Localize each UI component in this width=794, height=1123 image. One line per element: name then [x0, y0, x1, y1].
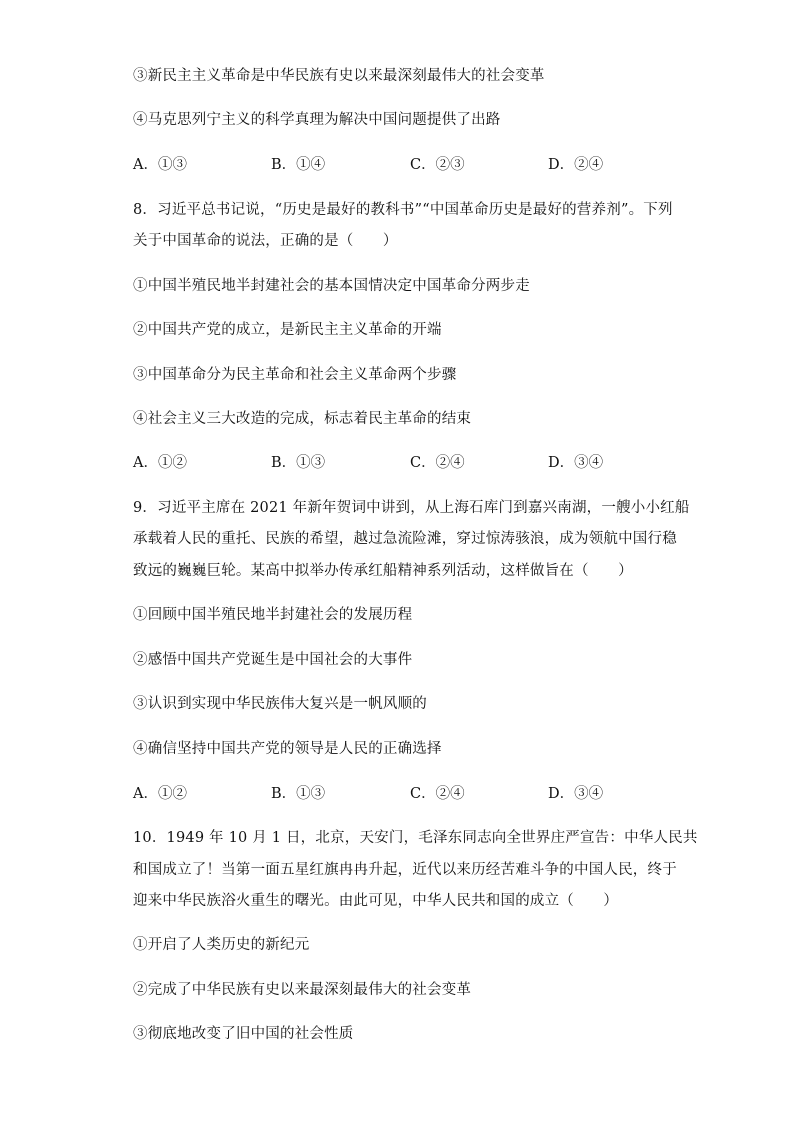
- q9-choice-d: D．③④: [548, 786, 604, 802]
- q8-choice-c: C．②④: [410, 455, 465, 471]
- q7-choice-a: A．①③: [133, 157, 187, 173]
- q9-option-1: ①回顾中国半殖民地半封建社会的发展历程: [133, 607, 413, 623]
- q8-option-4: ④社会主义三大改造的完成，标志着民主革命的结束: [133, 411, 472, 427]
- q9-option-4: ④确信坚持中国共产党的领导是人民的正确选择: [133, 741, 442, 757]
- q8-stem-line-2: 关于中国革命的说法，正确的是（ ）: [133, 233, 398, 249]
- q9-option-3: ③认识到实现中华民族伟大复兴是一帆风顺的: [133, 696, 427, 712]
- q9-choice-a: A．①②: [133, 786, 187, 802]
- q9-choice-c: C．②④: [410, 786, 465, 802]
- q8-choice-d: D．③④: [548, 455, 604, 471]
- q8-stem-line-1: 8．习近平总书记说，“历史是最好的教科书”“中国革命历史是最好的营养剂”。下列: [133, 202, 673, 218]
- q8-choice-b: B．①③: [271, 455, 326, 471]
- q9-stem-line-3: 致远的巍巍巨轮。某高中拟举办传承红船精神系列活动，这样做旨在（ ）: [133, 563, 633, 579]
- q10-stem-line-2: 和国成立了！当第一面五星红旗冉冉升起，近代以来历经苦难斗争的中国人民，终于: [133, 862, 677, 878]
- q7-choice-b: B．①④: [271, 157, 326, 173]
- q10-stem-line-3: 迎来中华民族浴火重生的曙光。由此可见，中华人民共和国的成立（ ）: [133, 893, 619, 909]
- q8-choice-a: A．①②: [133, 455, 187, 471]
- q9-stem-line-2: 承载着人民的重托、民族的希望，越过急流险滩，穿过惊涛骇浪，成为领航中国行稳: [133, 531, 677, 547]
- q7-choice-c: C．②③: [410, 157, 465, 173]
- q7-option-3: ③新民主主义革命是中华民族有史以来最深刻最伟大的社会变革: [133, 68, 545, 84]
- q7-choice-d: D．②④: [548, 157, 604, 173]
- q8-option-1: ①中国半殖民地半封建社会的基本国情决定中国革命分两步走: [133, 278, 530, 294]
- q9-stem-line-1: 9．习近平主席在 2021 年新年贺词中讲到，从上海石库门到嘉兴南湖，一艘小小红船: [133, 500, 690, 516]
- q9-option-2: ②感悟中国共产党诞生是中国社会的大事件: [133, 652, 413, 668]
- q9-choice-b: B．①③: [271, 786, 326, 802]
- q7-option-4: ④马克思列宁主义的科学真理为解决中国问题提供了出路: [133, 112, 501, 128]
- q8-option-3: ③中国革命分为民主革命和社会主义革命两个步骤: [133, 367, 457, 383]
- q10-option-3: ③彻底地改变了旧中国的社会性质: [133, 1026, 354, 1042]
- q10-option-1: ①开启了人类历史的新纪元: [133, 937, 310, 953]
- q8-option-2: ②中国共产党的成立，是新民主主义革命的开端: [133, 322, 442, 338]
- q10-option-2: ②完成了中华民族有史以来最深刻最伟大的社会变革: [133, 982, 472, 998]
- q10-stem-line-1: 10．1949 年 10 月 1 日，北京，天安门，毛泽东同志向全世界庄严宣告：中华人民共: [133, 830, 698, 846]
